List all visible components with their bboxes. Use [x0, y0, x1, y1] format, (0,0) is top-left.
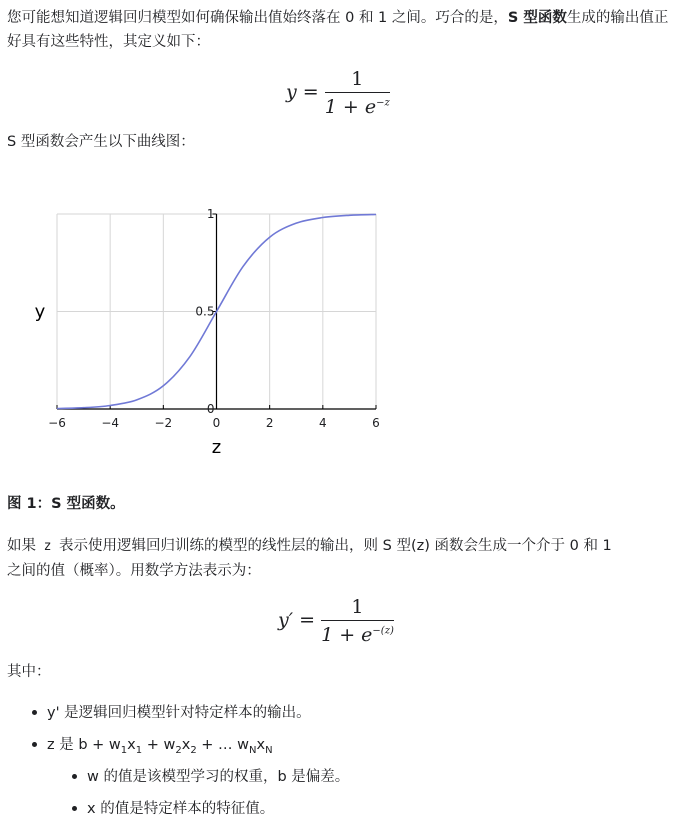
intro-text-tail: 生成的输出值正好具有这些特性，其定义如下： — [7, 10, 669, 50]
y-tick-label: 0 — [206, 402, 215, 416]
b2-text: z 是 b + w — [47, 737, 121, 753]
sigmoid-formula — [286, 68, 390, 118]
bullet-dot — [32, 742, 37, 747]
formula-numerator: 1 — [325, 68, 390, 93]
b2-sub: N — [265, 744, 273, 756]
x-tick-label: −2 — [154, 416, 173, 430]
formula-lhs: y — [286, 81, 297, 103]
b2-sub: 1 — [120, 744, 128, 756]
para2-text-cont: 表示使用逻辑回归训练的模型的线性层的输出，则 S 型(z) 函数会生成一个介于 0 和 1 — [54, 538, 612, 554]
sigmoid-formula-2 — [278, 596, 394, 646]
sigmoid-chart — [0, 192, 420, 462]
formula2-denominator — [321, 621, 394, 646]
b2-x: x — [256, 737, 266, 753]
b2-sub: 2 — [175, 744, 182, 756]
bullet-item-1: y' 是逻辑回归模型针对特定样本的输出。 — [47, 705, 311, 721]
b2-x: x — [127, 737, 136, 753]
formula2-lhs: y′ — [278, 609, 294, 631]
intro-bold-term: S 型函数 — [507, 10, 567, 26]
x-tick-label: 0 — [212, 416, 221, 430]
b2-text: + w — [142, 737, 176, 753]
intro-paragraph — [7, 6, 672, 54]
b2-sub: 1 — [135, 744, 143, 756]
formula2-numerator: 1 — [321, 596, 394, 621]
x-tick-label: −4 — [101, 416, 120, 430]
where-label: 其中： — [7, 664, 51, 680]
b2-x: x — [181, 737, 191, 753]
formula2-den-exp: −(z) — [372, 625, 394, 637]
formula-fraction — [325, 68, 390, 118]
b2-sub: N — [249, 744, 257, 756]
chart-ticks — [48, 207, 380, 430]
figure-caption: 图 1：S 型函数。 — [7, 496, 125, 512]
y-axis-label: y — [34, 301, 46, 323]
bullet-item-2 — [47, 734, 273, 762]
formula-den-base: 1 + e — [324, 96, 377, 118]
para2-text-line2: 之间的值（概率）。用数学方法表示为： — [7, 563, 261, 579]
x-tick-label: 6 — [372, 416, 380, 430]
sub-bullet-dot — [72, 806, 77, 811]
bullet-dot — [32, 710, 37, 715]
y-tick-label: 1 — [206, 207, 215, 221]
formula-den-exp: −z — [376, 97, 390, 109]
sub-bullet-item-1: w 的值是该模型学习的权重，b 是偏差。 — [87, 769, 350, 785]
para2-text: 如果 — [7, 538, 41, 554]
formula2-den-base: 1 + e — [321, 624, 373, 646]
formula2-equals: = — [299, 609, 322, 631]
b2-sub: 2 — [190, 744, 197, 756]
x-tick-label: 4 — [319, 416, 327, 430]
x-axis-label: z — [211, 437, 222, 458]
inline-code-z: z — [43, 539, 52, 554]
para2 — [7, 534, 672, 583]
formula-equals: = — [302, 81, 325, 103]
b2-text: + … w — [196, 737, 250, 753]
x-tick-label: −6 — [48, 416, 66, 430]
y-tick-label: 0.5 — [195, 304, 215, 319]
x-tick-label: 2 — [265, 416, 274, 430]
sub-bullet-item-2: x 的值是特定样本的特征值。 — [87, 801, 275, 817]
curve-intro: S 型函数会产生以下曲线图： — [7, 134, 195, 150]
sub-bullet-dot — [72, 774, 77, 779]
intro-text: 您可能想知道逻辑回归模型如何确保输出值始终落在 0 和 1 之间。巧合的是， — [7, 10, 508, 26]
formula-denominator — [325, 93, 390, 118]
formula2-fraction — [321, 596, 394, 646]
